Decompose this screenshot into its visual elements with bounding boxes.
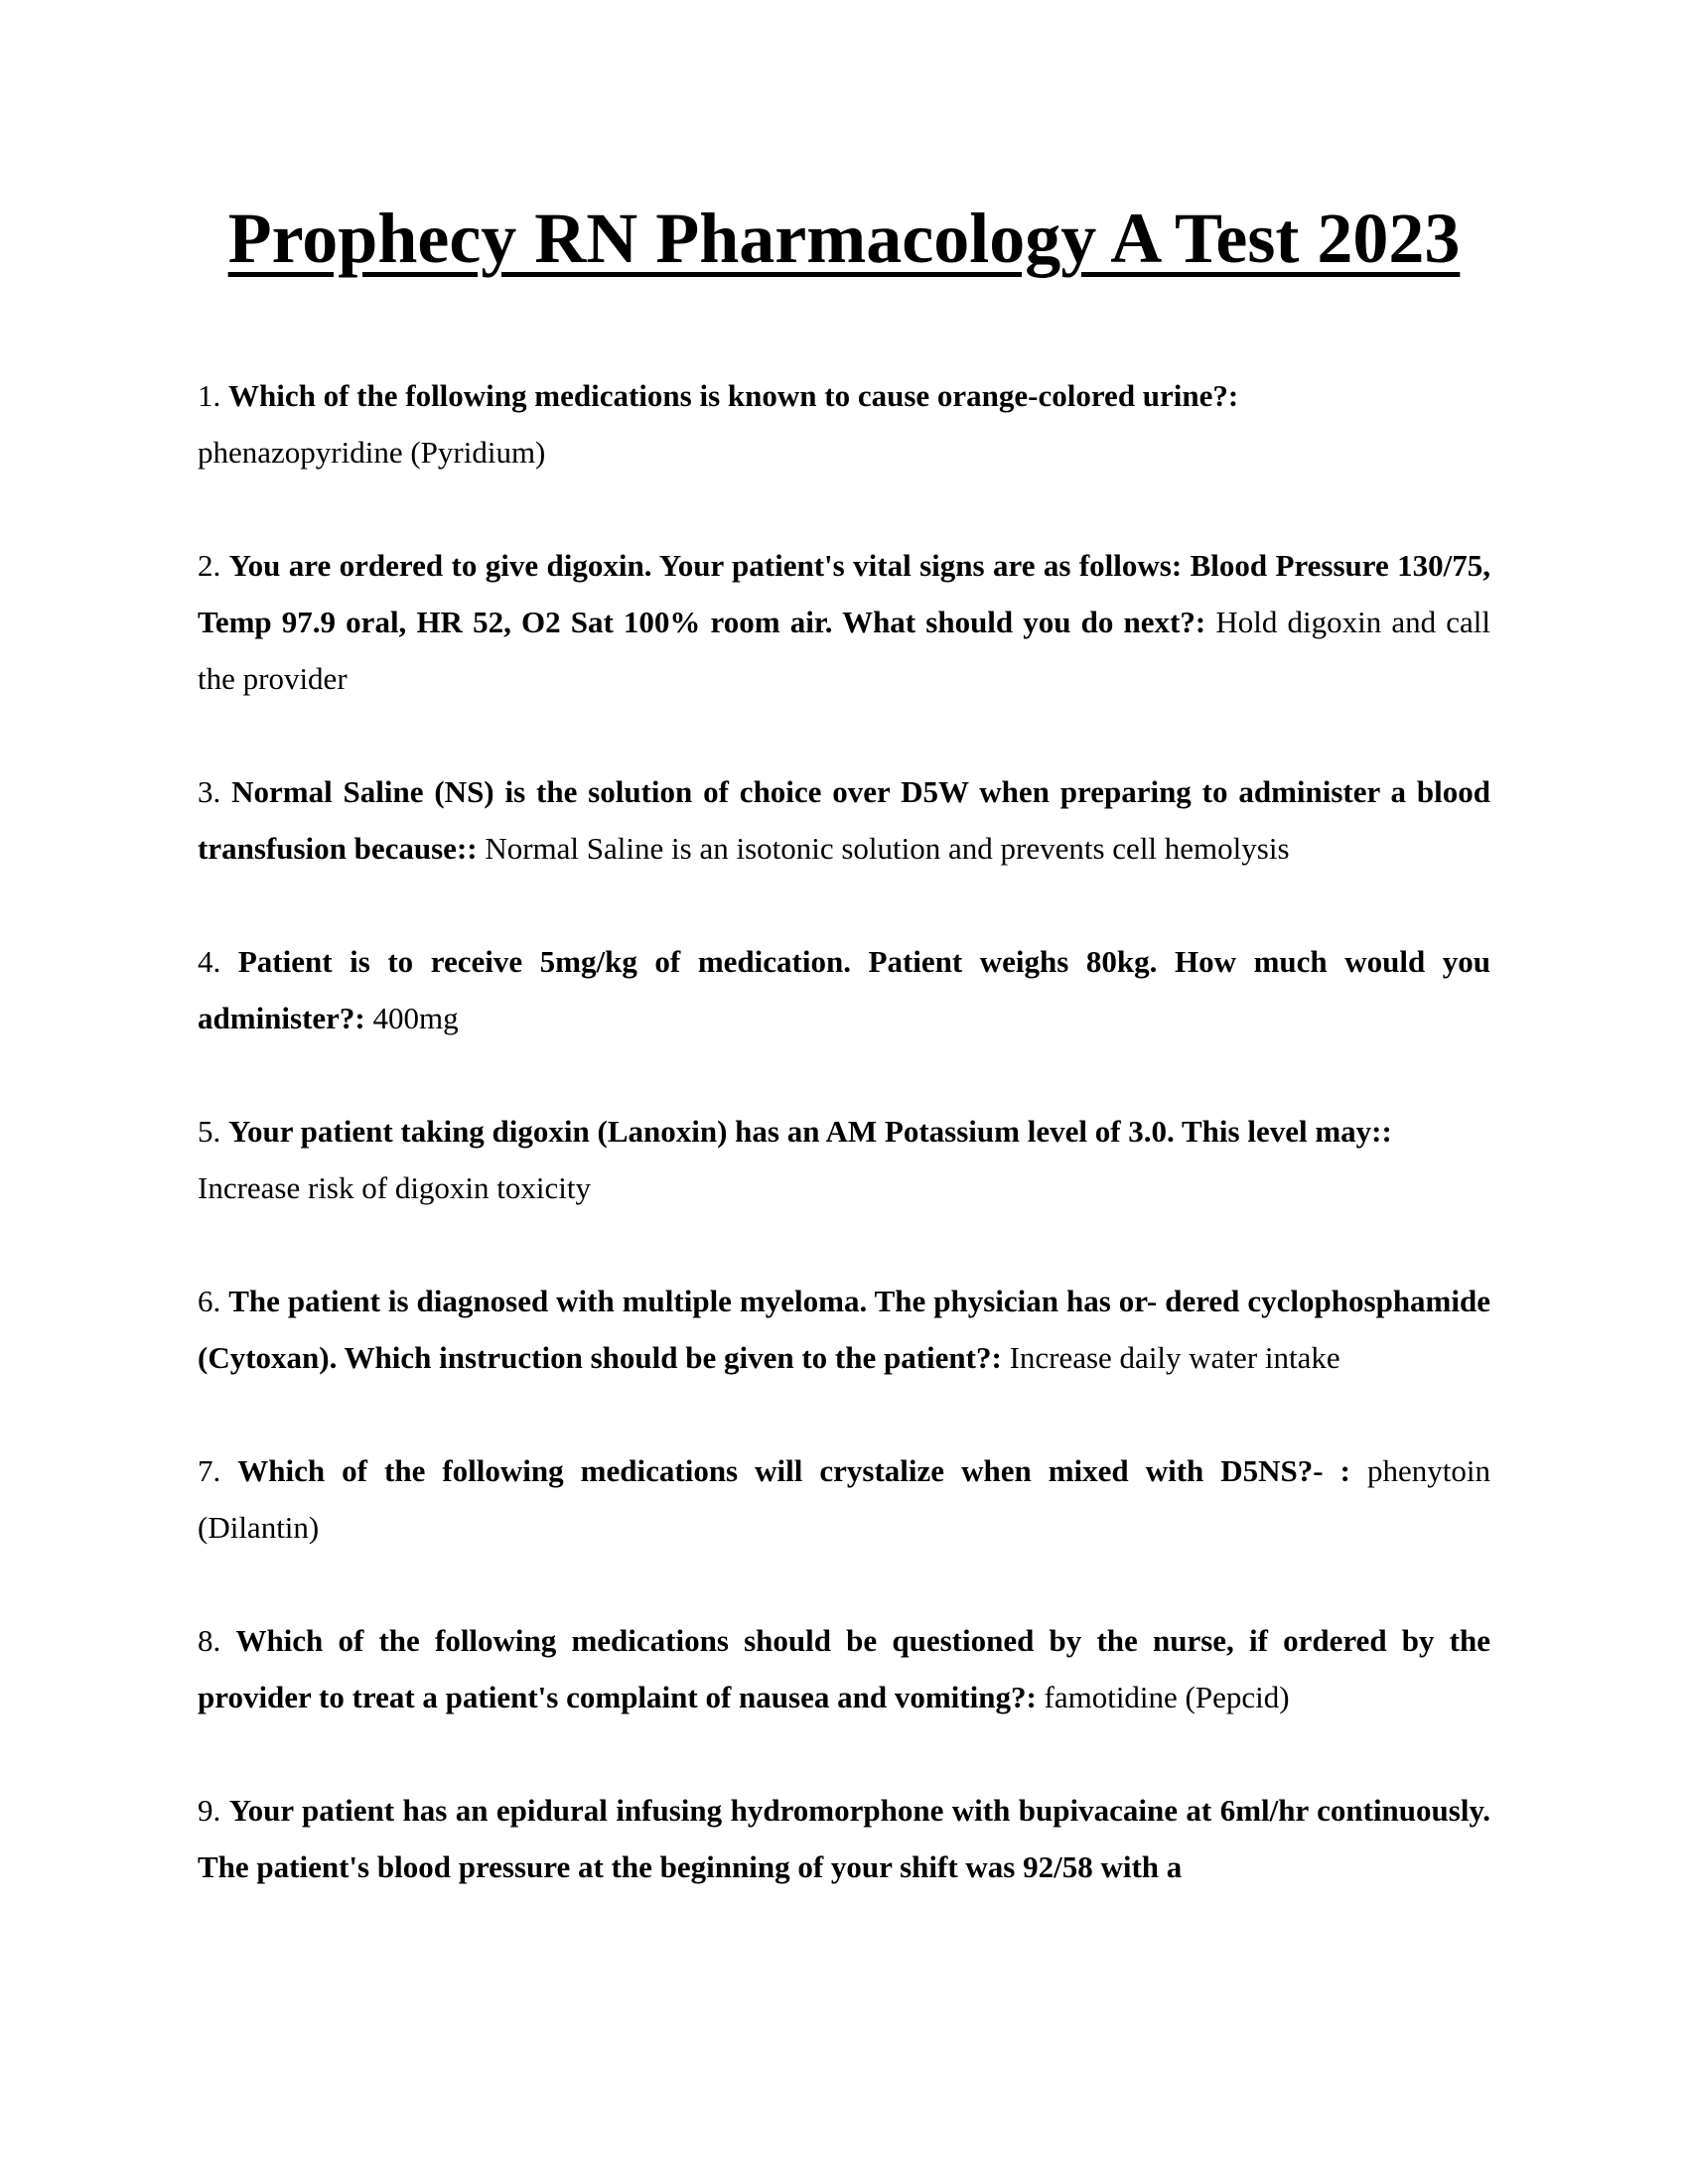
question-number: 2. (198, 548, 221, 583)
question-number: 8. (198, 1623, 221, 1658)
question-text: You are ordered to give digoxin. Your patient's vital signs are as follows: Blood Pressure 130/75, Temp 97.9 oral, HR 52, O2 Sat 100% room air. What should you do next?: (198, 548, 1491, 639)
question-text: Which of the following medications is known to cause orange-colored urine?: (228, 378, 1239, 413)
question-number: 1. (198, 378, 221, 413)
question-item (198, 367, 1490, 480)
question-item (198, 1273, 1490, 1386)
question-number: 7. (198, 1453, 221, 1488)
question-list (198, 367, 1490, 1895)
question-answer: Increase risk of digoxin toxicity (198, 1170, 592, 1205)
question-text: Your patient has an epidural infusing hydromorphone with bupivacaine at 6ml/hr continuously. The patient's blood pressure at the beginning of your shift was 92/58 with a (198, 1793, 1490, 1884)
question-item (198, 1442, 1490, 1556)
question-text: Patient is to receive 5mg/kg of medication. Patient weighs 80kg. How much would you administer?: (198, 944, 1491, 1035)
question-item (198, 1782, 1490, 1895)
question-text: Which of the following medications will crystalize when mixed with D5NS?- : (237, 1453, 1350, 1488)
question-number: 5. (198, 1114, 221, 1149)
question-answer: phenazopyridine (Pyridium) (198, 435, 546, 470)
question-answer: famotidine (Pepcid) (1044, 1680, 1290, 1714)
document-title: Prophecy RN Pharmacology A Test 2023 (227, 199, 1461, 278)
question-number: 3. (198, 774, 221, 809)
question-answer: Normal Saline is an isotonic solution and prevents cell hemolysis (485, 831, 1290, 866)
question-answer: Hold digoxin and call the provider (198, 605, 1490, 696)
question-item (198, 1612, 1490, 1725)
question-answer: phenytoin (Dilantin) (198, 1453, 1491, 1545)
question-text: Your patient taking digoxin (Lanoxin) has an AM Potassium level of 3.0. This level may:: (228, 1114, 1392, 1149)
question-number: 9. (198, 1793, 221, 1828)
question-item (198, 933, 1490, 1046)
question-number: 4. (198, 944, 221, 979)
question-item (198, 537, 1490, 707)
question-answer: Increase daily water intake (1009, 1340, 1340, 1375)
question-item (198, 763, 1490, 877)
question-answer: 400mg (372, 1001, 459, 1035)
question-item (198, 1103, 1490, 1216)
question-text: The patient is diagnosed with multiple myeloma. The physician has or- dered cyclophosphamide (Cytoxan). Which instruction should be given to the patient?: (198, 1284, 1490, 1375)
question-number: 6. (198, 1284, 221, 1318)
question-text: Which of the following medications should be questioned by the nurse, if ordered by the provider to treat a patient's complaint of nausea and vomiting?: (198, 1623, 1490, 1714)
question-text: Normal Saline (NS) is the solution of choice over D5W when preparing to administer a blood transfusion because:: (198, 774, 1490, 866)
